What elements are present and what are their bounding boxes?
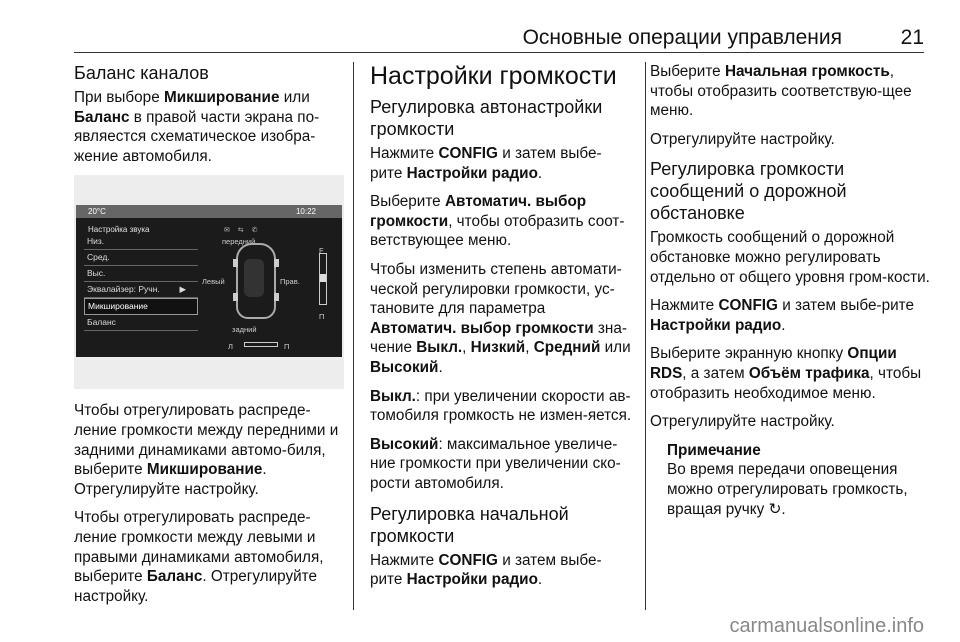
sound-menu bbox=[84, 234, 198, 331]
car-diagram-icon bbox=[236, 243, 276, 319]
clock: 10:22 bbox=[295, 207, 316, 217]
paragraph: Чтобы отрегулировать распреде-ление громкости между левыми и правыми динамиками автомобиля, выберите Баланс. Отрегулируйте настройку. bbox=[74, 509, 324, 605]
subheading-traffic-volume: Регулировка громкости сообщений о дорожной обстановке bbox=[650, 159, 847, 224]
speaker-rear-left-icon bbox=[233, 293, 238, 301]
subheading-auto-volume: Регулировка автонастройки громкости bbox=[370, 97, 603, 139]
watermark: carmanualsonline.info bbox=[729, 615, 924, 637]
speaker-front-left-icon bbox=[233, 259, 238, 267]
column-divider-2 bbox=[645, 62, 646, 610]
menu-item-equalizer[interactable]: Эквалайзер: Ручн. ▶ bbox=[84, 282, 198, 298]
status-icons: ✉ ⇆ ✆ bbox=[224, 227, 261, 235]
note-title: Примечание bbox=[667, 441, 761, 459]
column-right bbox=[650, 62, 930, 519]
menu-item-bass[interactable]: Низ. bbox=[84, 234, 198, 250]
temperature: 20°C bbox=[88, 207, 106, 217]
paragraph: Чтобы отрегулировать распреде-ление громкости между передними и задними динамиками автомо-биля, выберите Микширование. Отрегулируйте настройку. bbox=[74, 402, 339, 498]
note-text: Во время передачи оповещения можно отрегулировать громкость, вращая ручку ↻. bbox=[667, 461, 908, 518]
paragraph: Громкость сообщений о дорожной обстановке можно регулировать отдельно от общего уровня гром-кости. bbox=[650, 229, 930, 286]
screen-display bbox=[76, 205, 342, 357]
balance-slider[interactable] bbox=[244, 342, 278, 347]
note-box bbox=[650, 441, 930, 519]
paragraph: Чтобы изменить степень автомати-ческой регулировки громкости, ус-тановите для параметра Автоматич. выбор громкости зна-чение Выкл., Низкий, Средний или Высокий. bbox=[370, 260, 631, 376]
status-bar bbox=[76, 205, 342, 218]
left-label: Левый bbox=[202, 277, 225, 287]
column-left bbox=[74, 62, 344, 615]
header-rule bbox=[74, 52, 924, 53]
page-number: 21 bbox=[900, 26, 924, 49]
paragraph: Нажмите CONFIG и затем выбе-рите Настройки радио. bbox=[650, 297, 914, 334]
paragraph: Выберите Начальная громкость, чтобы отобразить соответствую-щее меню. bbox=[650, 63, 912, 120]
menu-item-fader[interactable]: Микширование bbox=[84, 298, 198, 315]
paragraph: Нажмите CONFIG и затем выбе-рите Настройки радио. bbox=[370, 145, 602, 182]
page-header-title: Основные операции управления bbox=[522, 26, 842, 49]
paragraph: При выборе Микширование или Баланс в правой части экрана по-являестся схематическое изобра-жение автомобиля. bbox=[74, 89, 320, 165]
paragraph: Нажмите CONFIG и затем выбе-рите Настройки радио. bbox=[370, 551, 602, 589]
balance-left-label: Л bbox=[228, 342, 233, 352]
balance-right-label: П bbox=[284, 342, 290, 352]
car-cabin bbox=[244, 259, 264, 297]
arrow-right-icon: ▶ bbox=[179, 284, 186, 295]
subheading-startup-volume: Регулировка начальной громкости bbox=[370, 503, 569, 546]
front-label: передний bbox=[222, 237, 256, 247]
fader-bottom-label: П bbox=[319, 312, 325, 322]
fader-top-label: F bbox=[319, 246, 324, 256]
paragraph: Отрегулируйте настройку. bbox=[650, 130, 835, 148]
fader-knob[interactable] bbox=[320, 274, 326, 282]
menu-item-treble[interactable]: Выс. bbox=[84, 266, 198, 282]
speaker-front-right-icon bbox=[274, 259, 279, 267]
menu-item-balance[interactable]: Баланс bbox=[84, 315, 198, 331]
column-middle bbox=[370, 62, 632, 599]
paragraph: Выберите Автоматич. выбор громкости, чтобы отобразить соот-ветствующее меню. bbox=[370, 193, 625, 250]
screen-title: Настройка звука bbox=[88, 225, 150, 235]
rear-label: задний bbox=[232, 325, 257, 335]
paragraph: Отрегулируйте настройку. bbox=[650, 413, 835, 431]
section-heading-balance: Баланс каналов bbox=[74, 63, 209, 83]
section-heading-volume: Настройки громкости bbox=[370, 62, 617, 90]
column-divider-1 bbox=[353, 62, 354, 610]
paragraph: Выкл.: при увеличении скорости ав-томобиля громкость не измен-яется. bbox=[370, 387, 632, 425]
infotainment-screenshot bbox=[74, 175, 344, 389]
paragraph: Выберите экранную кнопку Опции RDS, а затем Объём трафика, чтобы отобразить необходимое меню. bbox=[650, 345, 922, 402]
menu-item-mid[interactable]: Сред. bbox=[84, 250, 198, 266]
right-label: Прав. bbox=[280, 277, 300, 287]
rotate-knob-icon: ↻ bbox=[768, 500, 782, 518]
speaker-rear-right-icon bbox=[274, 293, 279, 301]
fader-slider[interactable] bbox=[319, 253, 327, 305]
paragraph: Высокий: максимальное увеличе-ние громкости при увеличении ско-рости автомобиля. bbox=[370, 435, 621, 492]
